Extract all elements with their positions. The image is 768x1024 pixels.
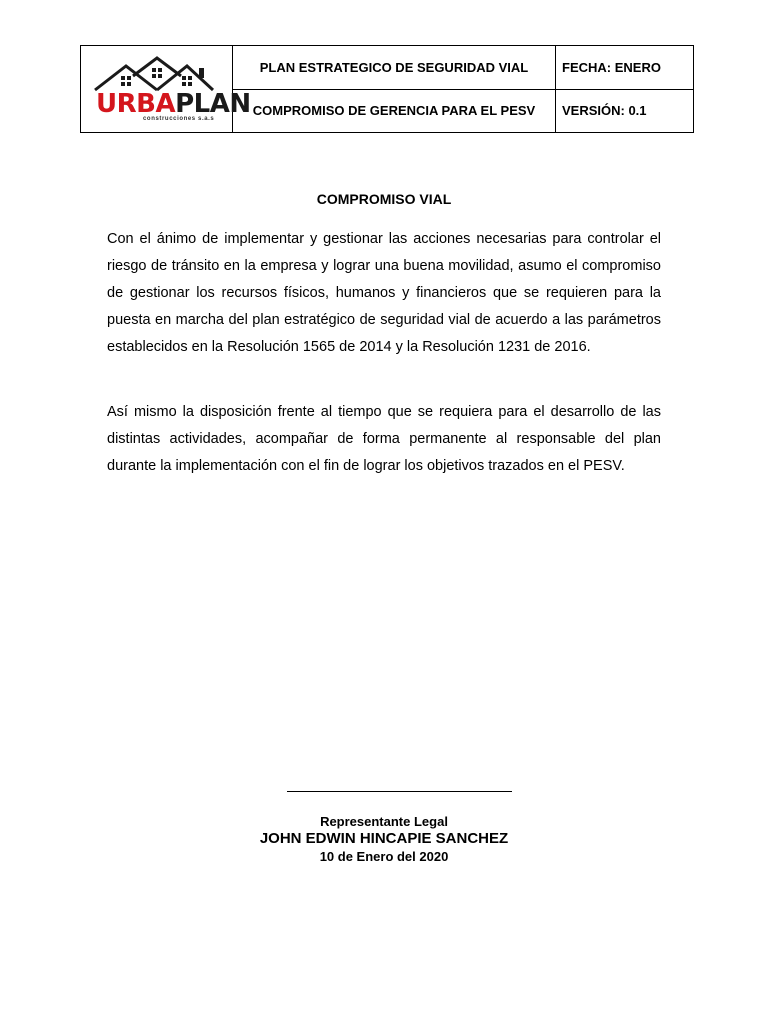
body-paragraph-1: Con el ánimo de implementar y gestionar las acciones necesarias para controlar el riesgo de tránsito en la empresa y lograr una buena movilidad, asumo el compromiso de gestionar los recursos físicos, humanos y financieros que se requieren para la puesta en marcha del plan estratégico de seguridad vial de acuerdo a las parámetros establecidos en la Resolución 1565 de 2014 y la Resolución 1231 de 2016. (107, 231, 661, 355)
company-logo (81, 46, 251, 132)
plan-title: PLAN ESTRATEGICO DE SEGURIDAD VIAL (233, 46, 556, 90)
date-field: FECHA: ENERO (556, 46, 694, 90)
body-paragraph-2: Así mismo la disposición frente al tiempo que se requiera para el desarrollo de las distintas actividades, acompañar de forma permanente al responsable del plan durante la implementación con el fin de lograr los objetivos trazados en el PESV. (107, 404, 661, 474)
signature-line (287, 791, 512, 792)
version-field: VERSIÓN: 0.1 (556, 89, 694, 133)
logo-cell (81, 46, 251, 133)
logo-wordmark (96, 90, 251, 118)
logo-subtitle: construcciones s.a.s (143, 116, 215, 122)
signer-role: Representante Legal (320, 814, 448, 829)
signature-date: 10 de Enero del 2020 (319, 849, 449, 864)
logo-word-dark: PLAN (175, 89, 251, 119)
signer-name: JOHN EDWIN HINCAPIE SANCHEZ (259, 830, 509, 847)
document-header (80, 45, 694, 133)
commitment-title: COMPROMISO DE GERENCIA PARA EL PESV (233, 89, 556, 133)
document-title: COMPROMISO VIAL (316, 191, 452, 207)
logo-word-red: URBA (96, 89, 176, 119)
